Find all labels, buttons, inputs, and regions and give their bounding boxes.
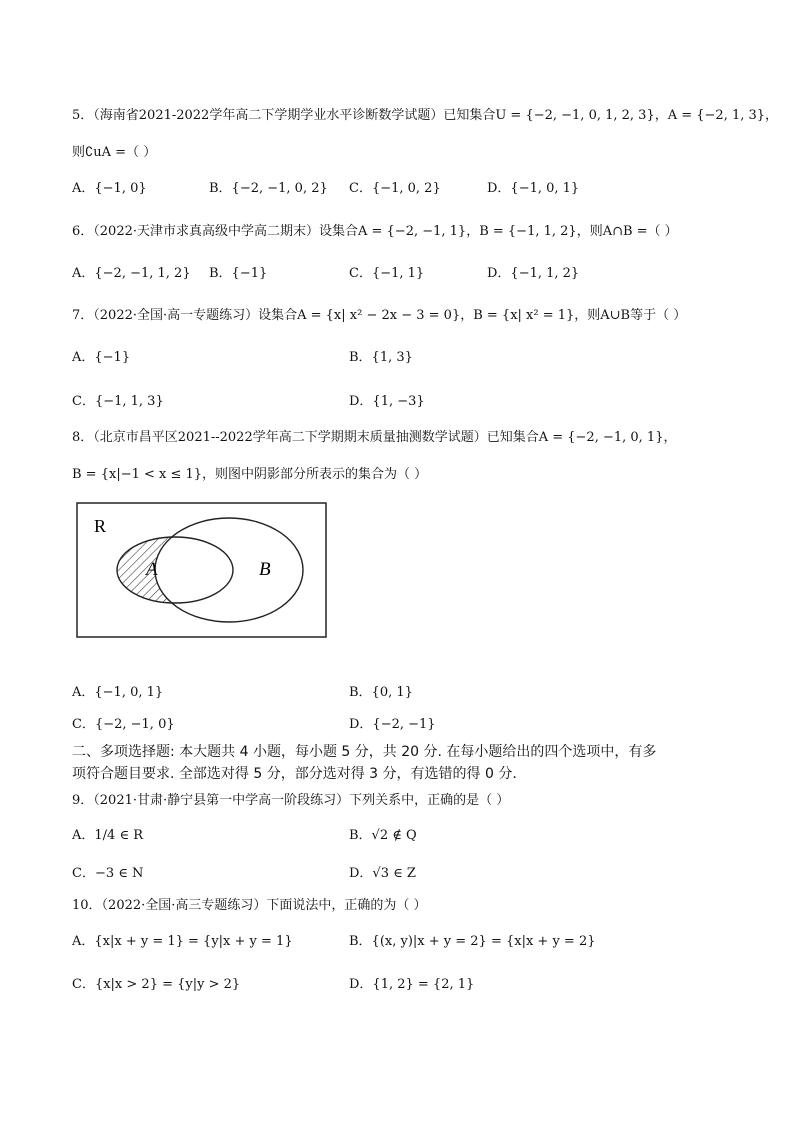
venn-diagram (76, 502, 328, 640)
universal-set-label: R (94, 516, 107, 536)
question-10-option-a: A．{x|x + y = 1} = {y|x + y = 1} (72, 934, 293, 949)
question-5-option-a: A．{−1, 0} (72, 181, 147, 196)
question-7-option-b: B．{1, 3} (349, 350, 413, 365)
question-8-option-a: A．{−1, 0, 1} (72, 685, 164, 700)
question-5-option-c: C．{−1, 0, 2} (349, 181, 441, 196)
question-7-option-d: D．{1, −3} (349, 394, 425, 409)
question-6-stem: 6．（2022·天津市求真高级中学高二期末）设集合A = {−2, −1, 1}，B = {−1, 1, 2}，则A∩B =（ ） (72, 224, 678, 239)
question-5-stem-line-2: 则∁uA =（ ） (72, 145, 157, 160)
question-6-option-d: D．{−1, 1, 2} (487, 266, 580, 281)
question-6-option-c: C．{−1, 1} (349, 266, 425, 281)
question-7-stem: 7．（2022·全国·高一专题练习）设集合A = {x| x² − 2x − 3 = 0}，B = {x| x² = 1}，则A∪B等于（ ） (72, 308, 687, 323)
question-9-option-a: A．1/4 ∈ R (72, 828, 143, 843)
question-8-stem-line-1: 8．（北京市昌平区2021--2022学年高二下学期期末质量抽测数学试题）已知集合A = {−2, −1, 0, 1}， (72, 430, 677, 445)
question-5-option-d: D．{−1, 0, 1} (487, 181, 580, 196)
question-9-option-c: C．−3 ∈ N (72, 866, 144, 881)
question-8-option-c: C．{−2, −1, 0} (72, 717, 175, 732)
section-2-heading-line-2: 项符合题目要求. 全部选对得 5 分，部分选对得 3 分，有选错的得 0 分. (72, 766, 517, 782)
question-8-option-d: D．{−2, −1} (349, 717, 436, 732)
question-5-stem-line-1: 5．（海南省2021-2022学年高二下学期学业水平诊断数学试题）已知集合U = {−2, −1, 0, 1, 2, 3}，A = {−2, 1, 3}， (72, 108, 779, 123)
question-9-stem: 9．（2021·甘肃·静宁县第一中学高一阶段练习）下列关系中，正确的是（ ） (72, 793, 510, 808)
section-2-heading-line-1: 二、多项选择题: 本大题共 4 小题，每小题 5 分，共 20 分. 在每小题给出的四个选项中，有多 (72, 744, 657, 760)
question-8-stem-line-2: B = {x|−1 < x ≤ 1}，则图中阴影部分所表示的集合为（ ） (72, 467, 428, 482)
question-7-option-a: A．{−1} (72, 350, 131, 365)
question-9-option-b: B．√2 ∉ Q (349, 828, 417, 843)
question-10-stem: 10．（2022·全国·高三专题练习）下面说法中，正确的为（ ） (72, 898, 427, 913)
question-6-option-a: A．{−2, −1, 1, 2} (72, 266, 191, 281)
question-5-option-b: B．{−2, −1, 0, 2} (209, 181, 328, 196)
question-10-option-b: B．{(x, y)|x + y = 2} = {x|x + y = 2} (349, 934, 596, 949)
question-6-option-b: B．{−1} (209, 266, 268, 281)
question-10-option-c: C．{x|x > 2} = {y|y > 2} (72, 977, 241, 992)
question-7-option-c: C．{−1, 1, 3} (72, 394, 164, 409)
question-8-option-b: B．{0, 1} (349, 685, 413, 700)
question-10-option-d: D．{1, 2} = {2, 1} (349, 977, 475, 992)
set-b-label: B (259, 559, 271, 580)
question-9-option-d: D．√3 ∈ Z (349, 866, 416, 881)
set-a-label: A (146, 559, 158, 580)
